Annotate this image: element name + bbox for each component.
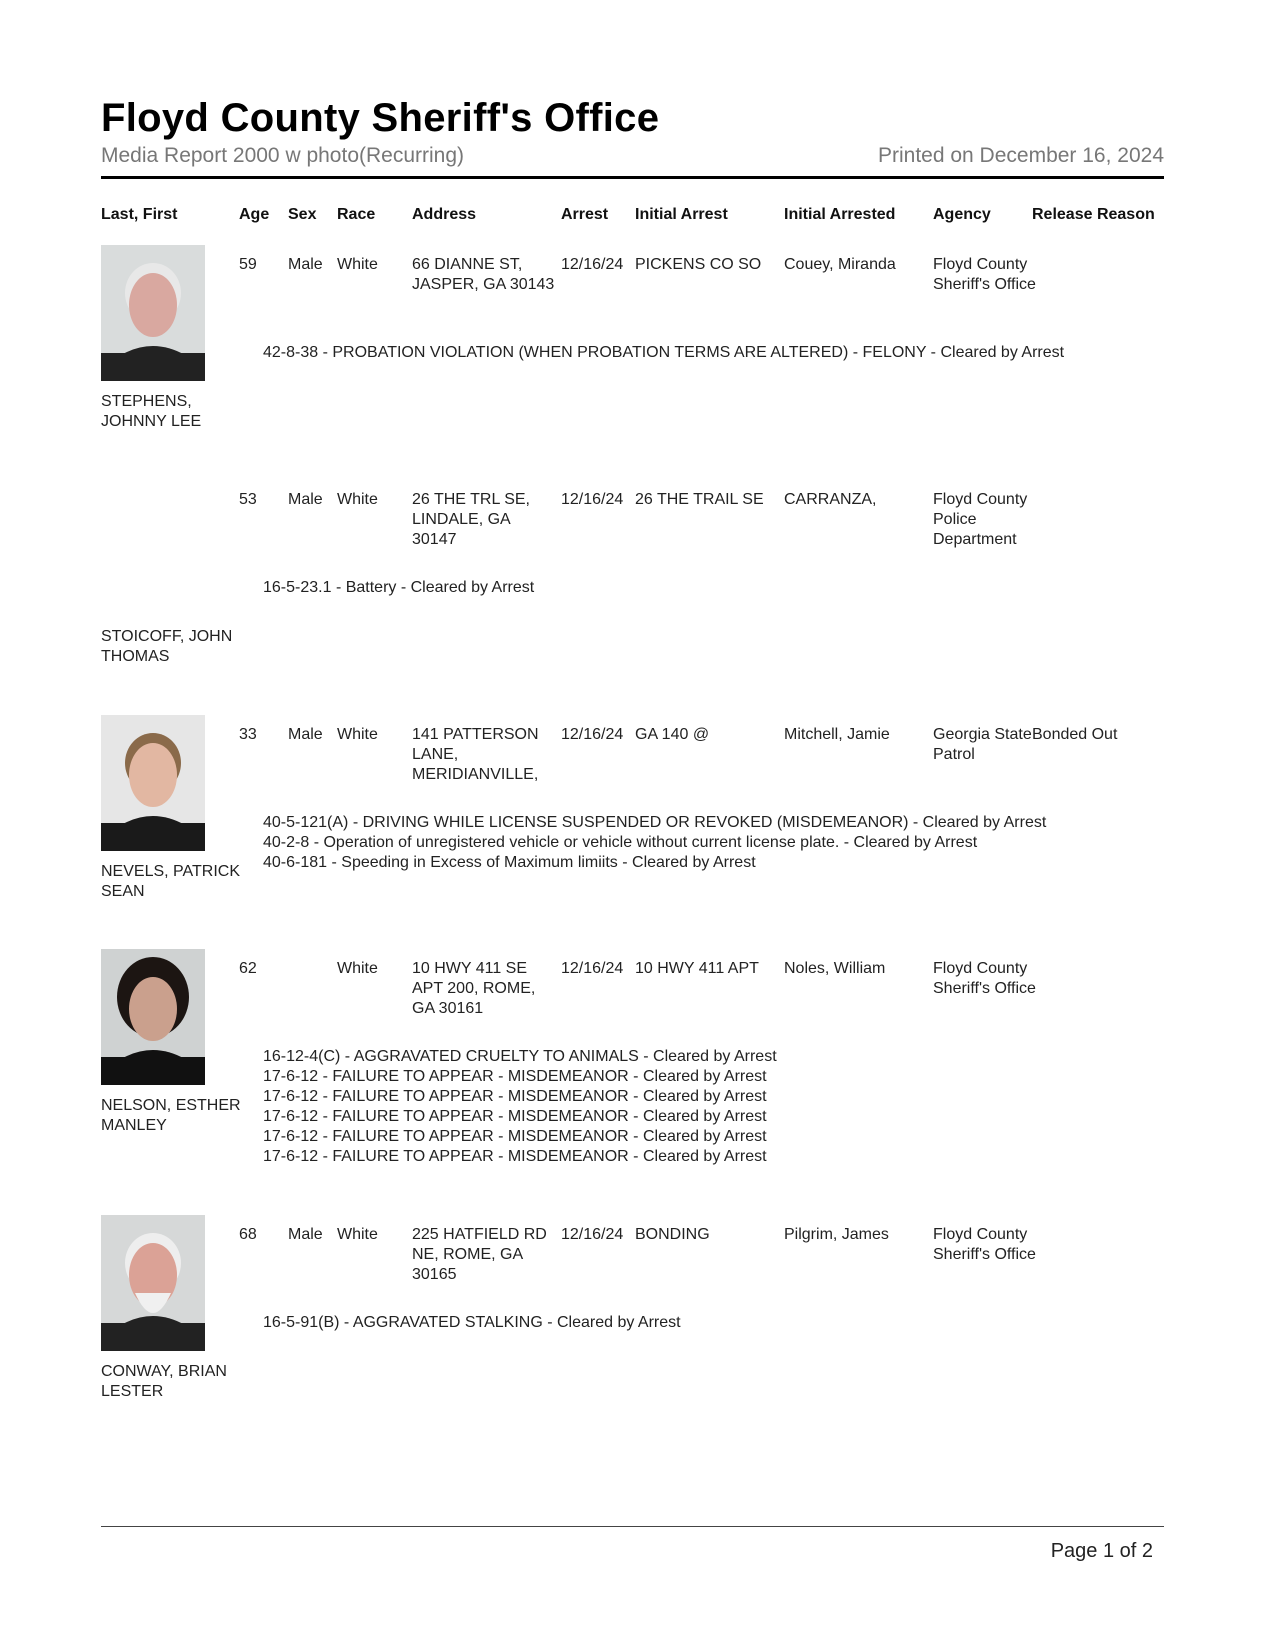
column-header: Address — [412, 206, 477, 223]
agency-line: Floyd County — [933, 960, 1028, 977]
sex: Male — [288, 491, 323, 508]
column-header: Initial Arrest — [635, 206, 728, 223]
charge-item: 16-5-23.1 - Battery - Cleared by Arrest — [263, 579, 535, 596]
charges-list — [263, 813, 1046, 873]
name-line: NEVELS, PATRICK — [101, 863, 240, 880]
age: 33 — [239, 726, 257, 743]
arrestee-name — [101, 1096, 251, 1136]
arrest-date: 12/16/24 — [561, 726, 624, 743]
agency-line: Floyd County — [933, 1226, 1028, 1243]
column-header: Arrest — [561, 206, 609, 223]
race: White — [337, 726, 378, 743]
initial-arrest: 10 HWY 411 APT — [635, 960, 759, 977]
column-header: Last, First — [101, 206, 178, 223]
arrestee-name — [101, 627, 251, 667]
address — [412, 255, 554, 295]
agency-line: Floyd County — [933, 256, 1028, 273]
booking-photo — [101, 245, 205, 381]
address-line: APT 200, ROME, — [412, 980, 536, 997]
age: 59 — [239, 256, 257, 273]
charge-item: 40-2-8 - Operation of unregistered vehicle or vehicle without current license plate. - Cleared by Arrest — [263, 834, 978, 851]
column-header: Sex — [288, 206, 317, 223]
charge-item: 17-6-12 - FAILURE TO APPEAR - MISDEMEANOR - Cleared by Arrest — [263, 1108, 767, 1125]
agency — [933, 490, 1027, 550]
arrest-record — [0, 255, 1265, 495]
charge-item: 17-6-12 - FAILURE TO APPEAR - MISDEMEANOR - Cleared by Arrest — [263, 1088, 767, 1105]
address — [412, 490, 530, 550]
race: White — [337, 1226, 378, 1243]
name-line: CONWAY, BRIAN — [101, 1363, 227, 1380]
agency — [933, 959, 1036, 999]
address — [412, 1225, 547, 1285]
charge-item: 17-6-12 - FAILURE TO APPEAR - MISDEMEANOR - Cleared by Arrest — [263, 1148, 767, 1165]
name-line: MANLEY — [101, 1117, 167, 1134]
agency-line: Sheriff's Office — [933, 980, 1036, 997]
arrestee-name — [101, 1362, 251, 1402]
page-number: Page 1 of 2 — [1050, 1540, 1153, 1562]
arrest-record — [0, 1225, 1265, 1465]
charge-item: 16-12-4(C) - AGGRAVATED CRUELTY TO ANIMALS - Cleared by Arrest — [263, 1048, 777, 1065]
charge-item: 42-8-38 - PROBATION VIOLATION (WHEN PROBATION TERMS ARE ALTERED) - FELONY - Cleared by Arrest — [263, 344, 1065, 361]
charges-list — [263, 578, 534, 598]
charge-item: 17-6-12 - FAILURE TO APPEAR - MISDEMEANOR - Cleared by Arrest — [263, 1128, 767, 1145]
name-line: STEPHENS, — [101, 393, 192, 410]
charges-list — [263, 1313, 681, 1333]
report-title: Floyd County Sheriff's Office — [101, 96, 660, 140]
agency-line: Department — [933, 531, 1017, 548]
agency-line: Georgia State — [933, 726, 1032, 743]
initial-arrested: CARRANZA, — [784, 491, 877, 508]
name-line: JOHNNY LEE — [101, 413, 202, 430]
charge-item: 40-6-181 - Speeding in Excess of Maximum limiits - Cleared by Arrest — [263, 854, 756, 871]
charge-item: 40-5-121(A) - DRIVING WHILE LICENSE SUSPENDED OR REVOKED (MISDEMEANOR) - Cleared by Arrest — [263, 814, 1047, 831]
booking-photo — [101, 1215, 205, 1351]
address-line: 26 THE TRL SE, — [412, 491, 530, 508]
race: White — [337, 491, 378, 508]
charge-item: 16-5-91(B) - AGGRAVATED STALKING - Cleared by Arrest — [263, 1314, 681, 1331]
race: White — [337, 960, 378, 977]
address — [412, 959, 535, 1019]
name-line: LESTER — [101, 1383, 164, 1400]
column-header: Agency — [933, 206, 991, 223]
arrest-date: 12/16/24 — [561, 960, 624, 977]
sex: Male — [288, 726, 323, 743]
agency — [933, 1225, 1036, 1265]
address-line: 141 PATTERSON — [412, 726, 539, 743]
address-line: 10 HWY 411 SE — [412, 960, 528, 977]
age: 62 — [239, 960, 257, 977]
initial-arrest: 26 THE TRAIL SE — [635, 491, 764, 508]
sex: Male — [288, 1226, 323, 1243]
initial-arrest: GA 140 @ — [635, 726, 710, 743]
address-line: 225 HATFIELD RD — [412, 1226, 547, 1243]
arrest-record — [0, 490, 1265, 730]
initial-arrested: Mitchell, Jamie — [784, 726, 890, 743]
arrest-record — [0, 725, 1265, 965]
column-header: Race — [337, 206, 376, 223]
address-line: GA 30161 — [412, 1000, 484, 1017]
address-line: LINDALE, GA — [412, 511, 511, 528]
name-line: THOMAS — [101, 648, 170, 665]
arrestee-name — [101, 862, 251, 902]
address-line: 30147 — [412, 531, 457, 548]
arrest-date: 12/16/24 — [561, 256, 624, 273]
name-line: NELSON, ESTHER — [101, 1097, 241, 1114]
address-line: JASPER, GA 30143 — [412, 276, 555, 293]
name-line: SEAN — [101, 883, 145, 900]
initial-arrested: Noles, William — [784, 960, 886, 977]
race: White — [337, 256, 378, 273]
address-line: MERIDIANVILLE, — [412, 766, 539, 783]
agency-line: Sheriff's Office — [933, 1246, 1036, 1263]
name-line: STOICOFF, JOHN — [101, 628, 233, 645]
mugshot-image — [101, 949, 205, 1085]
agency-line: Sheriff's Office — [933, 276, 1036, 293]
initial-arrest: PICKENS CO SO — [635, 256, 762, 273]
column-header: Release Reason — [1032, 206, 1155, 223]
address-line: NE, ROME, GA — [412, 1246, 524, 1263]
initial-arrested: Couey, Miranda — [784, 256, 896, 273]
address-line: 66 DIANNE ST, — [412, 256, 523, 273]
report-subtitle: Media Report 2000 w photo(Recurring) — [101, 144, 465, 167]
address-line: 30165 — [412, 1266, 457, 1283]
agency — [933, 725, 1032, 765]
age: 53 — [239, 491, 257, 508]
arrestee-name — [101, 392, 251, 432]
sex: Male — [288, 256, 323, 273]
charges-list — [263, 1047, 777, 1167]
age: 68 — [239, 1226, 257, 1243]
agency-line: Patrol — [933, 746, 975, 763]
address — [412, 725, 539, 785]
charge-item: 17-6-12 - FAILURE TO APPEAR - MISDEMEANOR - Cleared by Arrest — [263, 1068, 767, 1085]
arrest-date: 12/16/24 — [561, 491, 624, 508]
mugshot-image — [101, 715, 205, 851]
agency — [933, 255, 1036, 295]
booking-photo — [101, 715, 205, 851]
header-divider — [101, 176, 1164, 179]
footer-divider — [101, 1526, 1164, 1527]
mugshot-image — [101, 245, 205, 381]
mugshot-image — [101, 1215, 205, 1351]
arrest-date: 12/16/24 — [561, 1226, 624, 1243]
release-reason: Bonded Out — [1032, 726, 1118, 743]
booking-photo — [101, 949, 205, 1085]
charges-list — [263, 343, 1064, 363]
agency-line: Police — [933, 511, 977, 528]
initial-arrested: Pilgrim, James — [784, 1226, 889, 1243]
column-header: Age — [239, 206, 270, 223]
agency-line: Floyd County — [933, 491, 1028, 508]
column-header: Initial Arrested — [784, 206, 896, 223]
initial-arrest: BONDING — [635, 1226, 710, 1243]
address-line: LANE, — [412, 746, 459, 763]
printed-date: Printed on December 16, 2024 — [877, 144, 1164, 167]
arrest-record — [0, 959, 1265, 1199]
